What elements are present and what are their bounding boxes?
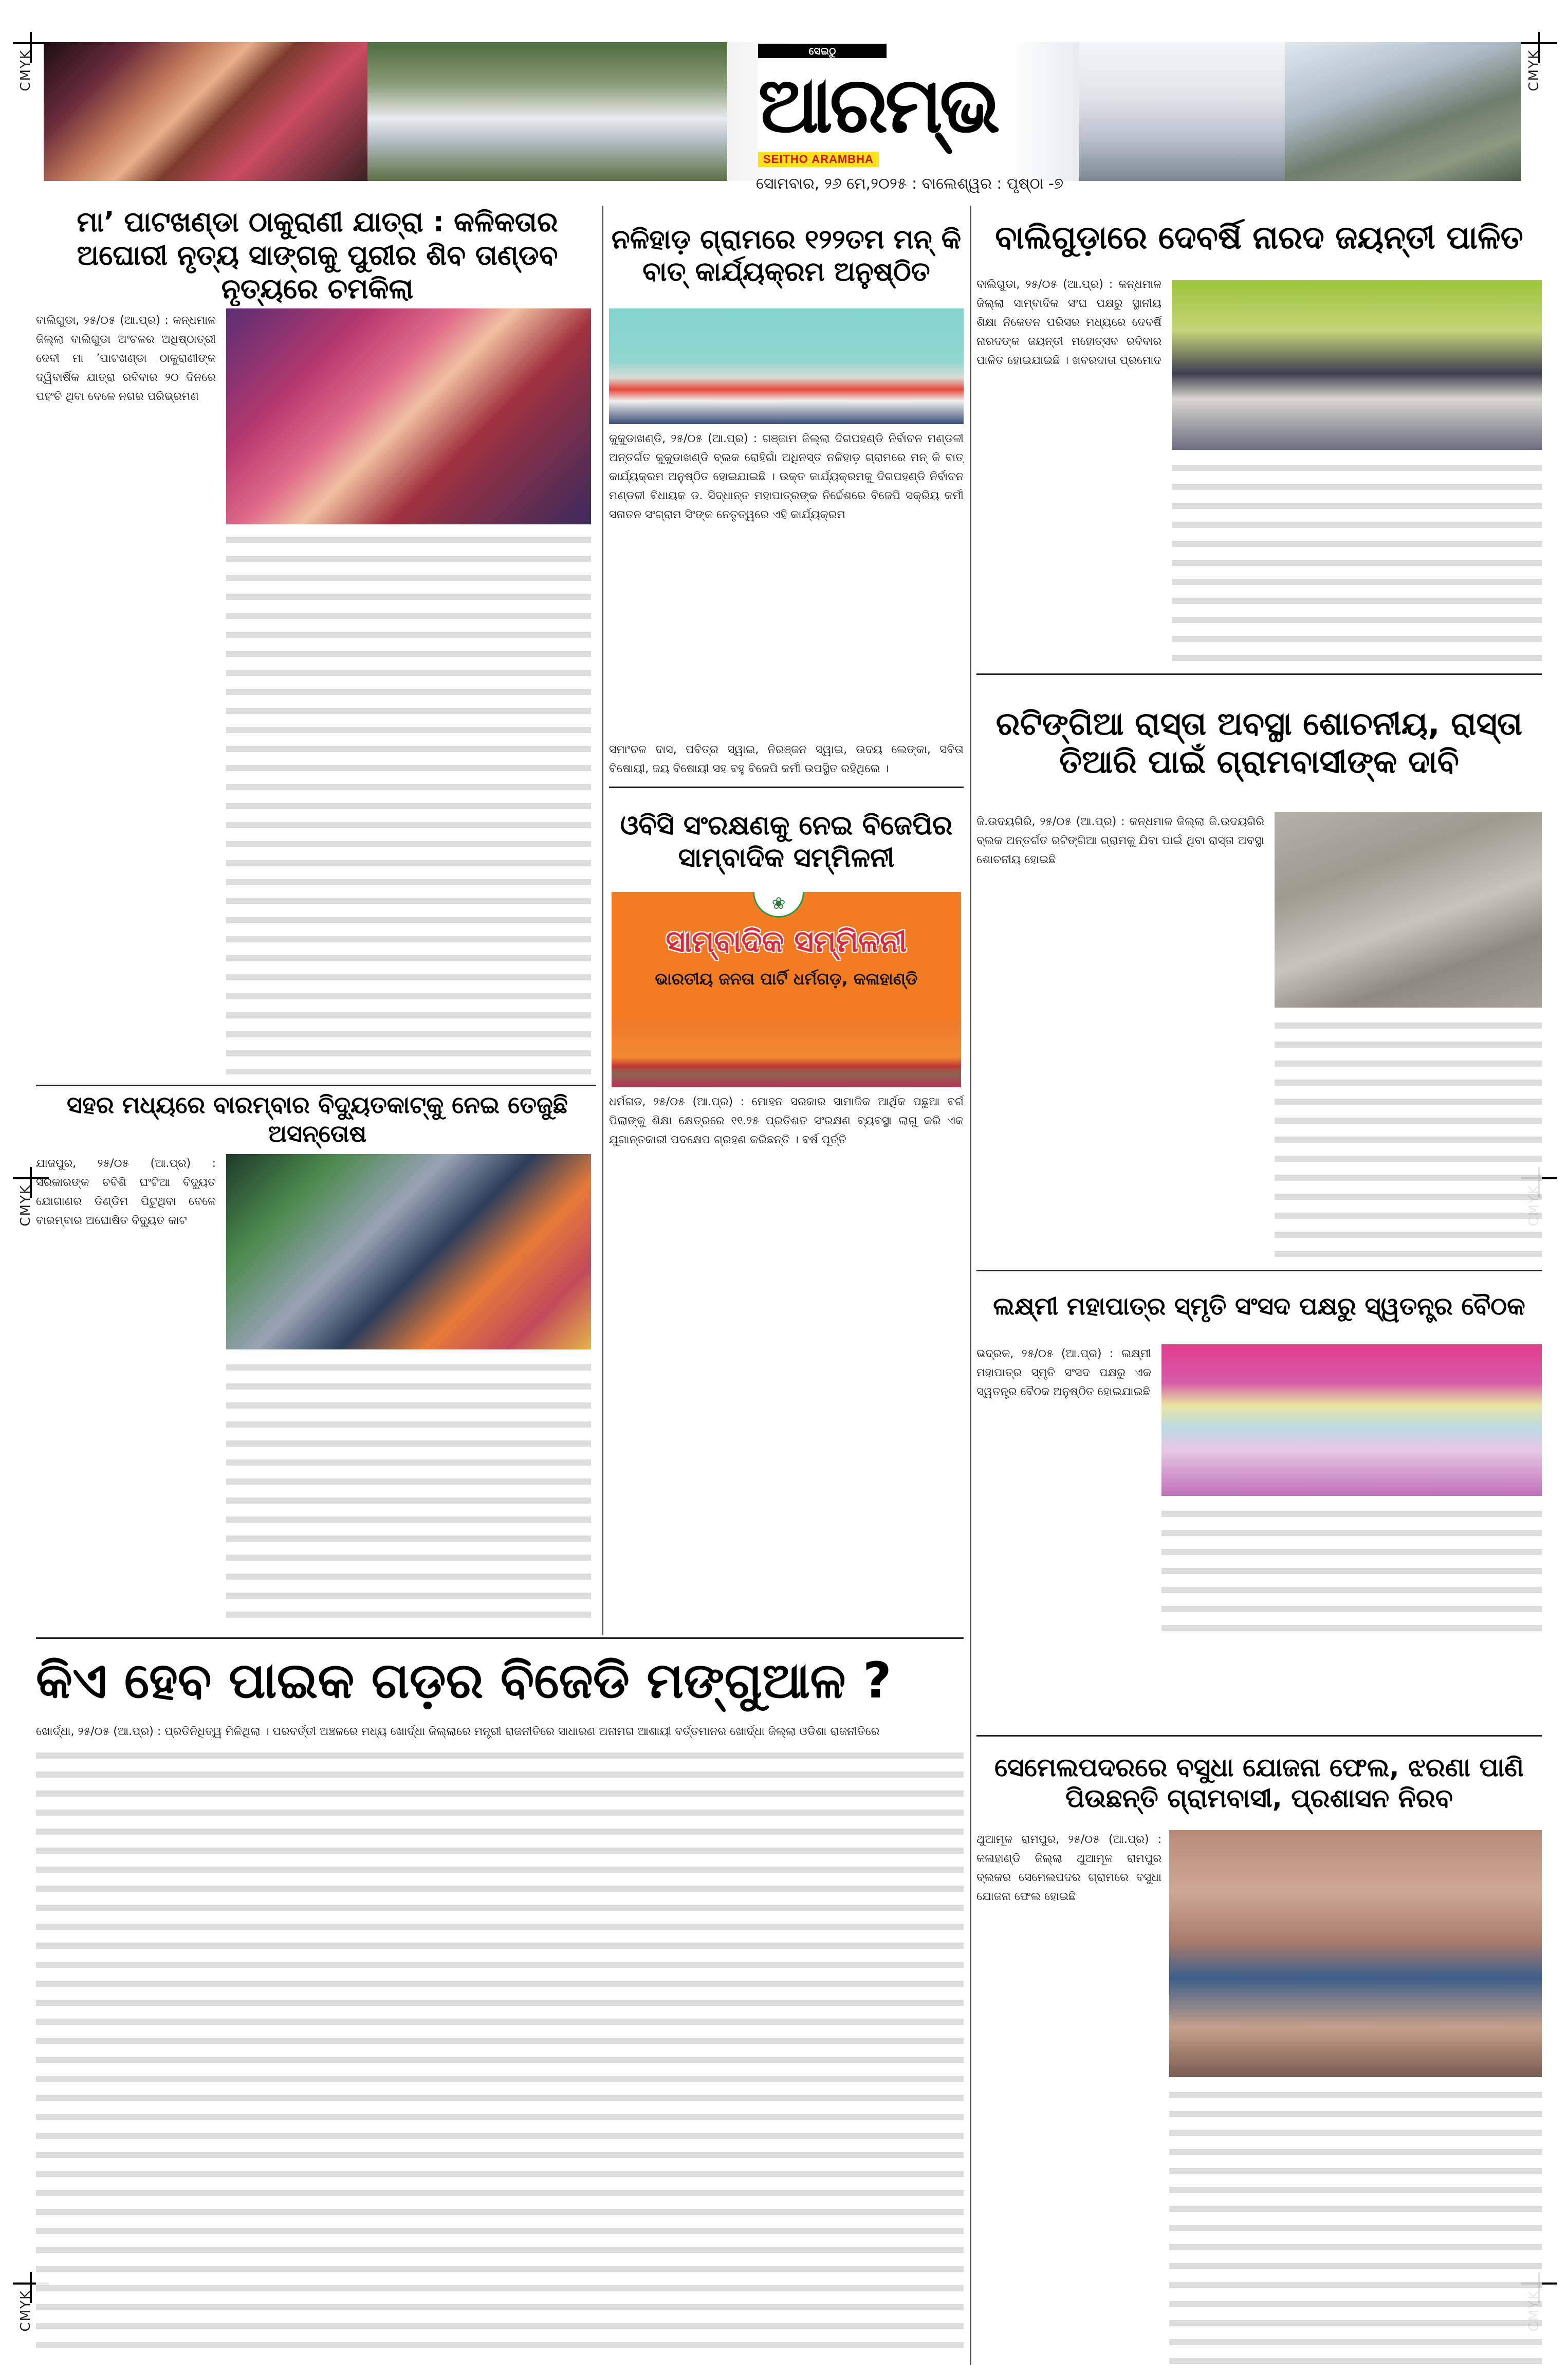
article-text: ଲକ୍ଷ୍ମୀ ମହାପାତ୍ର ସ୍ମୃତି ସଂସଦ ପକ୍ଷରୁ ଏକ ସ୍ୱତନ୍ତ୍ର ବୈଠକ ଅନୁଷ୍ଠିତ ହୋଇଯାଇଛି bbox=[976, 1347, 1151, 1398]
article-body-laxmi-mahapatra bbox=[976, 1344, 1151, 1642]
article-photo-vasudha-water bbox=[1169, 1830, 1542, 2077]
article-text-columns-vasudha bbox=[1169, 2085, 1542, 2365]
article-text-columns-laxmi bbox=[1161, 1504, 1542, 1642]
banner-title: ସାମ୍ବାଦିକ ସମ୍ମିଳନୀ bbox=[666, 924, 907, 959]
article-text: ସରକାରଙ୍କ ଚବିଶି ଘଂଟିଆ ବିଦ୍ୟୁତ ଯୋଗାଣର ଡିଣ୍ଡିମ ପିଟୁଥିବା ବେଳେ ବାରମ୍ବାର ଅଘୋଷିତ ବିଦ୍ୟୁତ କାଟ bbox=[36, 1176, 216, 1227]
masthead-photo-dam bbox=[1285, 42, 1521, 181]
masthead-title: ଆରମ୍ଭ bbox=[758, 61, 998, 150]
article-headline-mann-ki-baat: ନଳିହାଡ଼ ଗ୍ରାମରେ ୧୨୨ତମ ମନ୍ କି ବାତ୍ କାର୍ଯ୍ୟକ୍ରମ ଅନୁଷ୍ଠିତ bbox=[606, 206, 966, 306]
article-headline-obc: ଓବିସି ସଂରକ୍ଷଣକୁ ନେଇ ବିଜେପିର ସାମ୍ବାଦିକ ସମ୍ମିଳନୀ bbox=[606, 794, 966, 889]
article-text-columns-road bbox=[1275, 1015, 1542, 1267]
article-photo-mann-ki-baat bbox=[609, 308, 964, 424]
article-dateline: ଖୋର୍ଦ୍ଧା, ୨୫/୦୫ (ଆ.ପ୍ର) : bbox=[36, 1725, 161, 1738]
article-headline-vasudha-yojana: ସେମେଲପଦରରେ ବସୁଧା ଯୋଜନା ଫେଲ, ଝରଣା ପାଣି ପିଉଛନ୍ତି ଗ୍ରାମବାସୀ, ପ୍ରଶାସନ ନିରବ bbox=[974, 1740, 1544, 1825]
article-photo-narad-jayanti bbox=[1172, 280, 1542, 450]
article-separator bbox=[976, 673, 1542, 675]
article-closing-mann-ki-baat: ସମାଂଚଳ ଦାସ, ପବିତ୍ର ସ୍ୱାଇ, ନିରଞ୍ଜନ ସ୍ୱାଇ, ଉଦୟ ଲେଙ୍କା, ସବିତା ବିଷୋୟୀ, ଜୟ ବିଷୋୟୀ ସହ ବହୁ ବିଜେପି କର୍ମୀ ଉପସ୍ଥିତ ରହିଥିଲେ । bbox=[609, 743, 964, 775]
article-text: ଗଞ୍ଜାମ ଜିଲ୍ଲା ଦିଗପହଣ୍ଡି ନିର୍ବାଚନ ମଣ୍ଡଳୀ ଅନ୍ତର୍ଗତ କୁକୁଡାଖଣ୍ଡି ବ୍ଲକ ରୋହିଗାଁ ଅଧିନସ୍ତ ନଳିହାଡ଼ ଗ୍ରାମରେ ମନ୍ କି ବାତ୍ କାର୍ଯ୍ୟକ୍ରମ ଅନୁଷ୍ଠିତ ହୋଇଯାଇଛି । ଉକ୍ତ କାର୍ଯ୍ୟକ୍ରମକୁ ଦିଗପହଣ୍ଡି ନିର୍ବାଚନ ମଣ୍ଡଳୀ ବିଧାୟକ ଡ. ସିଦ୍ଧାନ୍ତ ମହାପାତ୍ରଙ୍କ ନିର୍ଦ୍ଦେଶରେ ବିଜେପି ସକ୍ରିୟ କର୍ମୀ ସନାତନ ସଂଗ୍ରାମ ସିଂଙ୍କ ନେତୃତ୍ୱରେ ଏହି କାର୍ଯ୍ୟକ୍ରମ bbox=[609, 432, 964, 521]
registration-mark-top-right: CMYK bbox=[1521, 32, 1557, 124]
article-dateline: ଭଦ୍ରକ, ୨୫/୦୫ (ଆ.ପ୍ର) : bbox=[976, 1347, 1114, 1360]
banner-subtitle: ଭାରତୀୟ ଜନତା ପାର୍ଟି ଧର୍ମଗଡ଼, କଳାହାଣ୍ଡି bbox=[655, 969, 918, 989]
article-text: କନ୍ଧମାଳ ଜିଲ୍ଲା ସାମ୍ବାଦିକ ସଂଘ ପକ୍ଷରୁ ସ୍ଥାନୀୟ ଶିକ୍ଷା ନିକେତନ ପରିସର ମଧ୍ୟରେ ଦେବର୍ଷି ନାରଦଙ୍କ ଜୟନ୍ତୀ ମହୋତ୍ସବ ରବିବାର ପାଳିତ ହୋଇଯାଇଛି । ଖବରଦାତା ପ୍ରମୋଦ bbox=[976, 278, 1161, 367]
article-text-columns-bjd bbox=[36, 1745, 964, 2357]
article-dateline: ଜି.ଉଦୟଗିରି, ୨୫/୦୫ (ଆ.ପ୍ର) : bbox=[976, 815, 1125, 828]
registration-mark-mid-left: CMYK bbox=[13, 1167, 49, 1259]
article-photo-bjp-leaders bbox=[612, 1020, 961, 1087]
article-dateline: ଥୁଆମୂଳ ରାମପୁର, ୨୫/୦୫ (ଆ.ପ୍ର) : bbox=[976, 1833, 1161, 1846]
article-text: ପ୍ରତିନିଧିତ୍ୱ ମିଳିଥିଲା । ପରବର୍ତ୍ତୀ ଅଞ୍ଚଳରେ ମଧ୍ୟ ଖୋର୍ଦ୍ଧା ଜିଲ୍ଲାରେ ମନ୍ତ୍ରୀ ରାଜନୀତିରେ ସାଧାରଣ ଅନାମଗ ଆଶାୟୀ ବର୍ତ୍ତମାନର ଖୋର୍ଦ୍ଧା ଜିଲ୍ଲା ଓଡିଶା ରାଜନୀତିରେ bbox=[164, 1725, 880, 1738]
masthead-kicker: ସେଇଠୁ bbox=[758, 44, 887, 58]
article-text: ମୋହନ ସରକାର ସାମାଜିକ ଆର୍ଥିକ ପଛୁଆ ବର୍ଗ ପିଲାଙ୍କୁ ଶିକ୍ଷା କ୍ଷେତ୍ରରେ ୧୧.୨୫ ପ୍ରତିଶତ ସଂରକ୍ଷଣ ବ୍ୟବସ୍ଥା ଲାଗୁ କରି ଏକ ଯୁଗାନ୍ତକାରୀ ପଦକ୍ଷେପ ଗ୍ରହଣ କରିଛନ୍ତି । ବର୍ଷ ପୂର୍ତ୍ତି bbox=[609, 1095, 964, 1146]
masthead-photo-temple bbox=[1079, 42, 1285, 181]
masthead-dateline: ସୋମବାର, ୨୬ ମେ,୨୦୨୫ : ବାଲେଶ୍ୱର : ପୃଷ୍ଠା -୭ bbox=[755, 175, 1064, 193]
article-body-vasudha-yojana bbox=[976, 1830, 1161, 2365]
article-headline-bjd-paikagad: କିଏ ହେବ ପାଇକ ଗଡ଼ର ବିଜେଡି ମଙ୍ଗୁଆଳ ? bbox=[36, 1642, 964, 1720]
article-headline-laxmi-mahapatra: ଲକ୍ଷ୍ମୀ ମହାପାତ୍ର ସ୍ମୃତି ସଂସଦ ପକ୍ଷରୁ ସ୍ୱତନ୍ତ୍ର ବୈଠକ bbox=[974, 1274, 1544, 1339]
article-dateline: ବାଲିଗୁଡା, ୨୫/୦୫ (ଆ.ପ୍ର) : bbox=[976, 278, 1113, 291]
article-headline-narad-jayanti: ବାଲିଗୁଡ଼ାରେ ଦେବର୍ଷି ନାରଦ ଜୟନ୍ତୀ ପାଳିତ bbox=[974, 206, 1544, 270]
article-photo-road bbox=[1275, 812, 1542, 1008]
article-body-narad-jayanti bbox=[976, 275, 1161, 661]
article-dateline: ଯାଜପୁର, ୨୫/୦୫ (ଆ.ପ୍ର) : bbox=[36, 1157, 216, 1170]
column-divider bbox=[970, 206, 971, 2365]
article-text-columns-narad bbox=[1172, 458, 1542, 663]
column-divider bbox=[602, 206, 603, 1635]
article-separator bbox=[609, 787, 964, 788]
article-dateline: ଧର୍ମଗଡ, ୨୫/୦୫ (ଆ.ପ୍ର) : bbox=[609, 1095, 745, 1108]
article-text-columns-pathakhanda bbox=[226, 529, 591, 1074]
registration-mark-bottom-left: CMYK bbox=[13, 2272, 49, 2365]
article-separator bbox=[976, 1270, 1542, 1271]
article-photo-bjp-banner bbox=[612, 892, 961, 1020]
article-separator bbox=[36, 1085, 596, 1086]
registration-mark-top-left: CMYK bbox=[13, 32, 49, 124]
article-body-obc bbox=[609, 1092, 964, 1632]
article-body-mann-ki-baat bbox=[609, 429, 964, 717]
article-photo-festival bbox=[226, 308, 591, 524]
masthead-photo-tribal-dancers bbox=[44, 42, 367, 181]
article-photo-power-cut bbox=[226, 1154, 591, 1349]
article-photo-laxmi-mahapatra bbox=[1161, 1344, 1542, 1496]
article-headline-road: ରଟିଙ୍ଗିଆ ରାସ୍ତା ଅବସ୍ଥା ଶୋଚନୀୟ, ରାସ୍ତା ତିଆରି ପାଇଁ ଗ୍ରାମବାସୀଙ୍କ ଦାବି bbox=[974, 679, 1544, 807]
article-separator bbox=[36, 1637, 964, 1639]
article-text: କନ୍ଧମାଳ ଜିଲ୍ଲା ବାଲିଗୁଡା ଅଂଚଳର ଅଧିଷ୍ଠାତ୍ରୀ ଦେବୀ ମା ’ପାଟଖଣ୍ଡା ଠାକୁରାଣୀଙ୍କ ଦ୍ୱିବାର୍ଷିକ ଯାତ୍ରା ରବିବାର ୨୦ ଦିନରେ ପହଂଚି ଥିବା ବେଳେ ନଗର ପରିଭ୍ରମଣ bbox=[36, 314, 216, 403]
masthead-logo bbox=[758, 44, 998, 167]
article-body-power-cut bbox=[36, 1154, 216, 1627]
article-headline-power-cut: ସହର ମଧ୍ୟରେ ବାରମ୍ବାର ବିଦ୍ୟୁତକାଟ୍‌କୁ ନେଇ ତେଜୁଛି ଅସନ୍ତୋଷ bbox=[36, 1090, 599, 1149]
article-text: କନ୍ଧମାଳ ଜିଲ୍ଲା ଜି.ଉଦୟଗିରି ବ୍ଲକ ଅନ୍ତର୍ଗତ ରଟିଙ୍ଗିଆ ଗ୍ରାମକୁ ଯିବା ପାଇଁ ଥିବା ରାସ୍ତା ଅବସ୍ଥା ଶୋଚନୀୟ ହୋଇଛି bbox=[976, 815, 1264, 866]
masthead-photo-waterfall bbox=[367, 42, 727, 181]
article-separator bbox=[976, 1735, 1542, 1737]
masthead-tagline: SEITHO ARAMBHA bbox=[758, 152, 879, 167]
article-body-road bbox=[976, 812, 1264, 1265]
article-text-columns-power-cut bbox=[226, 1357, 591, 1624]
article-body-pathakhanda bbox=[36, 311, 216, 1020]
lotus-icon: ❀ bbox=[753, 892, 804, 918]
article-dateline: କୁକୁଡାଖଣ୍ଡି, ୨୫/୦୫ (ଆ.ପ୍ର) : bbox=[609, 432, 758, 445]
article-text: କଳାହାଣ୍ଡି ଜିଲ୍ଲା ଥୁଆମୂଳ ରାମପୁର ବ୍ଲକର ସେମେଲପଦର ଗ୍ରାମରେ ବସୁଧା ଯୋଜନା ଫେଲ ହୋଇଛି bbox=[976, 1852, 1161, 1903]
article-body-bjd-paikagad bbox=[36, 1722, 964, 1745]
article-dateline: ବାଲିଗୁଡା, ୨୫/୦୫ (ଆ.ପ୍ର) : bbox=[36, 314, 169, 327]
article-headline-pathakhanda: ମା’ ପାଟଖଣ୍ଡା ଠାକୁରାଣୀ ଯାତ୍ରା : କଳିକତାର ଅଘୋରୀ ନୃତ୍ୟ ସାଙ୍ଗକୁ ପୁରୀର ଶିବ ତାଣ୍ଡବ ନୃତ୍ୟରେ ଚମକିଲା bbox=[36, 206, 599, 306]
